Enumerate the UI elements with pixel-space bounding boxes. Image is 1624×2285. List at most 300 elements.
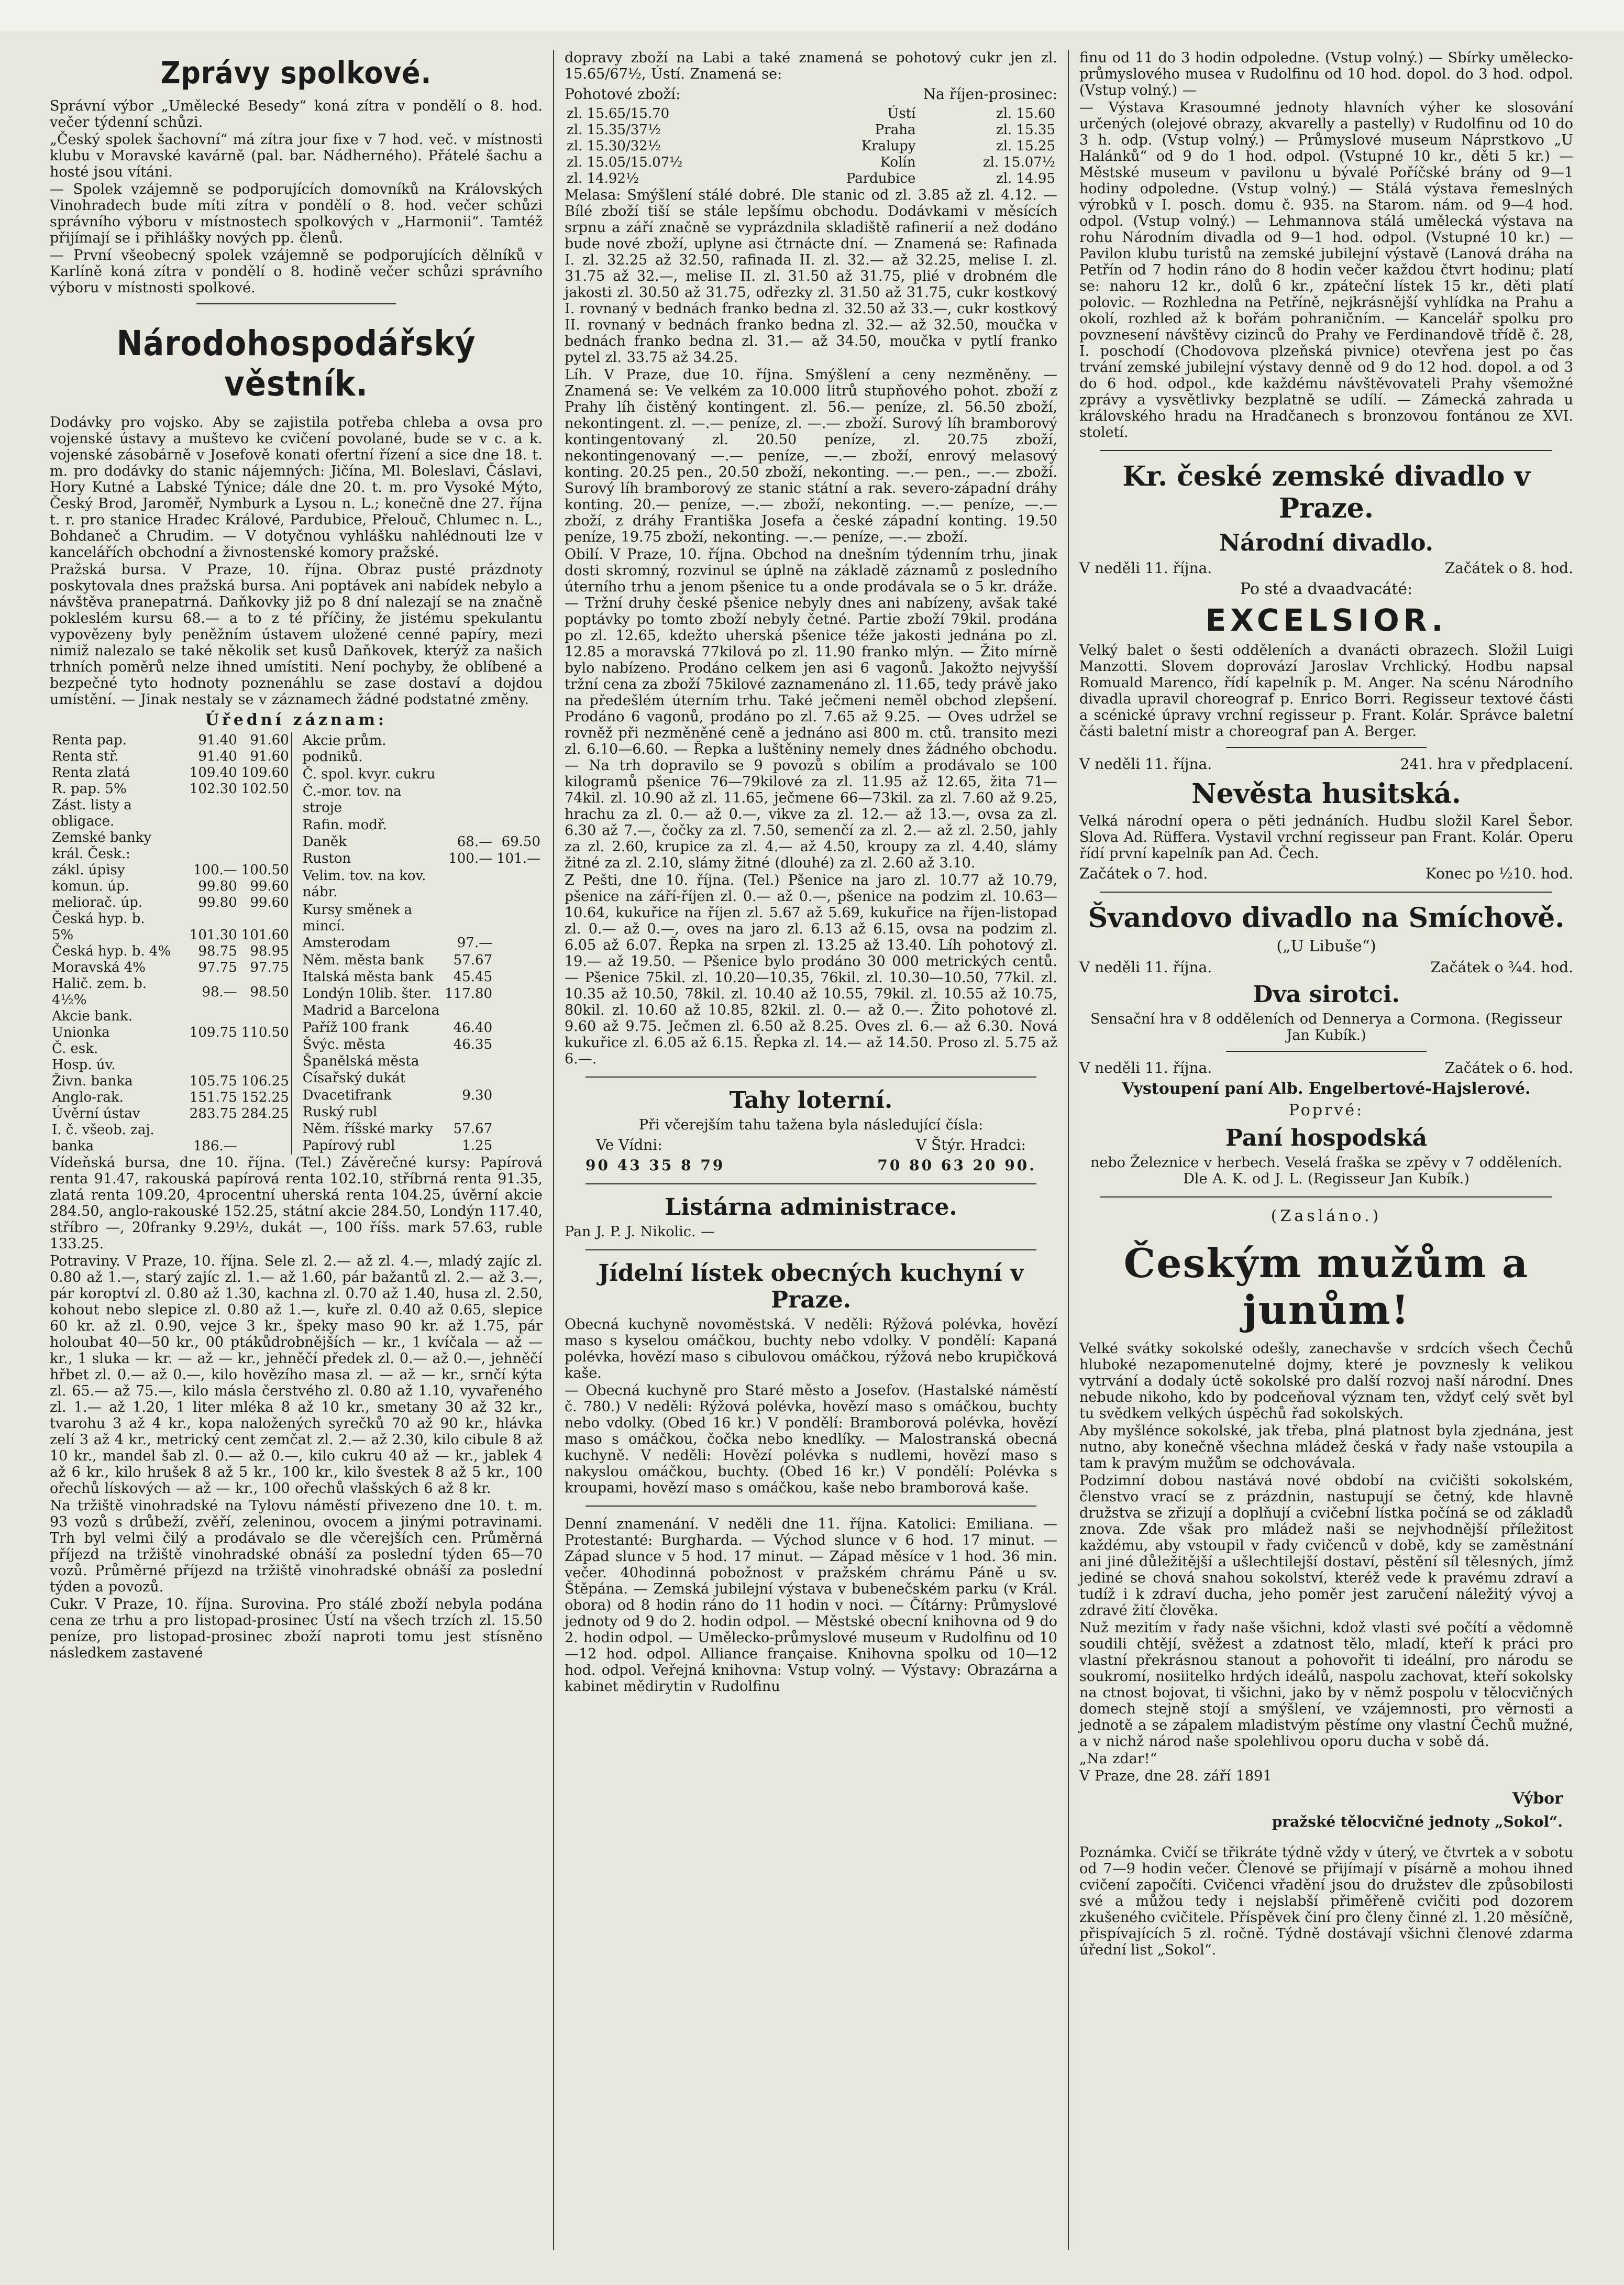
theatre1-desc: Velký balet o šesti odděleních a dvanácti obrazech. Složil Luigi Manzotti. Slovem doprovází Jaroslav Vrchlický. Hodbu napsal Romuald Marenco, řídí kapelník p. M. Anger. Na scénu Národního divadla upravil choreograf p. Enrico Borri. Regisseur textové části a scénické úpravy vrchní regisseur p. Frant. Kolár. Správce baletní části baletní mistr a choreograf pan A. Berger. — [1079, 642, 1573, 740]
sugar-intro — [565, 50, 1057, 82]
table-cell: 101.60 — [241, 927, 289, 943]
table-cell — [494, 969, 543, 985]
table-cell: Rafin. modř. — [302, 817, 387, 833]
table-cell — [187, 1008, 239, 1025]
economy-paragraphs — [50, 414, 543, 708]
table-cell: 98.— — [202, 984, 237, 1000]
table-row — [301, 1036, 543, 1053]
table-row — [50, 749, 292, 765]
admin-title: Listárna administrace. — [665, 1194, 957, 1221]
table-cell: Španělská města — [302, 1053, 419, 1070]
table-row — [50, 960, 292, 976]
table-cell: 97.75 — [250, 960, 289, 975]
table-cell: 98.50 — [250, 984, 289, 1000]
table-row — [301, 969, 543, 985]
table-cell: 91.60 — [250, 732, 289, 748]
table-cell: zákl. úpisy — [52, 862, 125, 878]
paragraph: Aby myšlénce sokolské, jak třeba, plná platnost byla zjednána, jest nutno, aby konečně všechna mládež česká v řady naše vstoupila a tam k pravým mužům se odchovávala. — [1079, 1423, 1573, 1471]
table-cell: 101.— — [496, 851, 540, 867]
theatre2-end: Konec po ½10. hod. — [1425, 865, 1573, 882]
table-row — [50, 862, 292, 878]
markets-paragraphs — [50, 1155, 543, 1661]
table-cell: komun. úp. — [52, 878, 129, 894]
table-cell — [494, 732, 543, 766]
table-cell — [239, 1008, 292, 1025]
theatre1-start: Začátek o 8. hod. — [1444, 559, 1573, 577]
table-cell — [239, 1138, 292, 1155]
table-cell: 99.80 — [198, 878, 237, 894]
table-cell: zl. 15.05/15.07½ — [567, 155, 683, 170]
table-cell: Č.-mor. tov. na stroje — [302, 783, 402, 816]
kitchen-paragraphs — [565, 1316, 1057, 1496]
table-cell — [239, 1057, 292, 1073]
table-cell: 110.50 — [241, 1025, 289, 1040]
table-row — [50, 765, 292, 781]
table-row — [301, 935, 543, 952]
table-cell: Č. spol. kvyr. cukru — [302, 766, 436, 783]
table-cell: 91.60 — [250, 749, 289, 764]
table-cell: 98.75 — [198, 943, 237, 959]
table-cell: 152.25 — [241, 1090, 289, 1105]
lottery-city-vienna: Ve Vídni: — [596, 1136, 662, 1154]
theatre3-title: Švandovo divadlo na Smíchově. — [1088, 902, 1565, 934]
theatre1-title: Kr. české zemské divadlo v Praze. — [1122, 460, 1530, 524]
divider — [585, 1506, 1036, 1507]
paragraph: finu od 11 do 3 hodin odpoledne. (Vstup volný.) — Sbírky umělecko-průmyslového musea v Rudolfinu od 10 hod. dopol. do 3 hod. odpol. (Vstup volný.) — — [1079, 50, 1573, 98]
table-row — [50, 1090, 292, 1106]
table-cell: 91.40 — [198, 732, 237, 748]
table-cell: zl. 15.07½ — [982, 155, 1055, 170]
table-cell: 100.50 — [241, 862, 289, 878]
paragraph: Obilí. V Praze, 10. října. Obchod na dnešním týdenním trhu, jinak dosti skromný, rozvinul se úplně na základě záznamů z posledního úterního trhu a jenom pšenice tu a onde prodávala se o 5 kr. dráže. — Tržní druhy české pšenice nebyly dnes ani nabízeny, avšak také poptávky po tomto zboží nebyly četné. Partie zboží 79kil. prodána po zl. 12.65, kdežto uherská pšenice téže jakosti jednána po zl. 12.85 a moravská 77kilová po zl. 11.90 franko mlýn. — Žito mírně bylo nabízeno. Prodáno celkem jen asi 6 vagonů. Jakožto nejvyšší tržní cena za zboží 75kilové zaznamenáno zl. 11.65, tedy právě jako na předešlém úterním trhu. Také ječmeni neměl obchod zlepšení. Prodáno 6 vagonů, prodáno po zl. 7.65 až 9.25. — Oves udržel se rovněž při nezměněné ceně a jednáno asi 800 m. ctů. transito mezi zl. 6.10—6.60. — Řepka a luštěniny nemely dnes žádného obchodu. — Na trh dopravilo se 9 povozů s obilím a prodávalo se 100 kilogramů pšenice 76—79kilové za zl. 11.95 až 12.65, žita 71—74kil. zl. 10.90 až zl. 11.65, ječmene 66—73kil. za zl. 7.60 až 9.25, hrachu za zl. 0.— až 0.—, vikve za zl. 12.— až 13.—, ovsa za zl. 6.30 až 7.—, čočky za zl. 7.50, semenčí za zl. 2.— až zl. 2.50, jahly za zl. 2.60, krupice za zl. 4.— až 4.50, kroupy za zl. 4.40, slámy žitné za zl. 2.10, slámy žitné (dlouhé) za zl. 2.60 až 3.10. — [565, 546, 1057, 871]
paragraph: Z Pešti, dne 10. října. (Tel.) Pšenice na jaro zl. 10.77 až 10.79, pšenice na září-říjen zl. 0.— až 0.—, pšenice na podzim zl. 10.63—10.64, kukuřice na říjen zl. 5.67 až 5.69, kukuřice na říjen-listopad zl. 0.— až 0.—, oves na jaro zl. 6.13 až 6.15, ovsa na podzim zl. 6.05 až 6.07. Řepka na srpen zl. 13.25 až 13.40. Líh pohotový zl. 19.— až 19.50. — Pšenice bylo prodáno 30 000 metrických centů. — Pšenice 75kil. zl. 10.20—10.35, 76kil. zl. 10.30—10.50, 77kil. zl. 10.35 až 10.50, 78kil. zl. 10.40 až 10.55, 79kil. zl. 10.55 až 10.75, 80kil. zl. 10.60 až 10.85, 82kil. zl. 0.— až 0.—. Žito pohotové zl. 9.60 až 9.75. Ječmen zl. 6.50 až 8.25. Oves zl. 6.— až 6.30. Nová kukuřice zl. 6.05 až 6.15. Řepka zl. 14.— až 14.50. Proso zl. 5.75 až 6.—. — [565, 872, 1057, 1067]
lottery-city-graz: V Štýr. Hradci: — [916, 1136, 1026, 1154]
table-cell: Paříž 100 frank — [302, 1019, 409, 1036]
theatre2-times-end — [1079, 865, 1573, 882]
table-row — [50, 878, 292, 895]
table-cell: 99.80 — [198, 895, 237, 910]
table-row — [301, 867, 543, 901]
sugar-header-ready: Pohotové zboží: — [565, 85, 681, 103]
paragraph: — První všeobecný spolek vzájemně se podporujících dělníků v Karlíně koná zítra v pondělí o 8. hodině večer schůzi správního výboru v místnosti spolkové. — [50, 247, 543, 296]
section-title-economy: Národohospodářský věstník. — [116, 323, 476, 404]
table-cell — [239, 911, 292, 927]
table-cell: 5% — [52, 927, 74, 943]
theatre4-label: Poprvé: — [1288, 1101, 1364, 1119]
table-cell — [187, 1041, 239, 1057]
table-cell: 102.50 — [241, 781, 289, 797]
table-cell: Papírový rubl — [302, 1138, 395, 1154]
table-row — [301, 783, 543, 817]
table-row — [50, 976, 292, 1008]
divider — [1226, 747, 1427, 748]
table-row — [50, 797, 292, 830]
table-cell — [494, 867, 543, 901]
lottery-numbers — [565, 1157, 1057, 1174]
sugar-header-term: Na říjen-prosinec: — [923, 85, 1057, 103]
section-title-societies: Zprávy spolkové. — [160, 55, 432, 91]
quotes-tables — [50, 732, 543, 1155]
table-cell: I. č. všeob. zaj. — [52, 1122, 154, 1138]
theatre2-date: V neděli 11. října. — [1079, 755, 1212, 773]
table-row — [565, 138, 1057, 155]
paragraph: Správní výbor „Umělecké Besedy“ koná zítra v pondělí o 8. hod. večer týdenní schůzi. — [50, 98, 543, 130]
newspaper-page — [39, 50, 1584, 2250]
table-row — [50, 1106, 292, 1122]
admin-line: Pan J. P. J. Nikolic. — — [565, 1224, 715, 1240]
theatre1-subtitle: Národní divadlo. — [1219, 530, 1433, 556]
quotes-title: Úřední záznam: — [205, 711, 388, 729]
table-row — [50, 1122, 292, 1138]
divider — [1226, 1051, 1427, 1052]
table-row — [301, 1087, 543, 1104]
table-cell: 99.60 — [250, 895, 289, 910]
table-cell: Amsterodam — [302, 935, 391, 951]
exhibitions-paragraphs — [1079, 50, 1573, 441]
paragraph: Melasa: Smýšlení stálé dobré. Dle stanic od zl. 3.85 až zl. 4.12. — Bílé zboží tiší se stále lepšímu obchodu. Dodávkami v měsících srpnu a září značně se vyprázdnila skladiště rafinerií a než dodáno bude nové zboží, uplyne asi čtrnácte dní. — Znamená se: Rafinada I. zl. 32.25 až 32.50, rafinada II. zl. 32.— až 32.25, melise I. zl. 31.75 až 32.—, melise II. zl. 31.50 až 31.75, plié v drobném dle jakosti zl. 30.50 až 31.75, odřezky zl. 31.50 až 31.75, cukr kostkový I. rovnaný v bednách franko bedna zl. 32.50 až 33.—, cukr kostkový II. rovnaný v bednách franko bedna zl. 32.— až 32.50, moučka v bednách franko bedna zl. 31.— až 34.50, moučka v pytlí franko pytel zl. 33.75 až 34.25. — [565, 187, 1057, 366]
divider — [585, 1183, 1036, 1184]
table-cell — [494, 766, 543, 783]
theatre1-play: EXCELSIOR. — [1205, 602, 1448, 638]
table-row — [565, 106, 1057, 122]
paragraph: Cukr. V Praze, 10. října. Surovina. Pro stálé zboží nebyla podána cena ze trhu a pro listopad-prosinec Ústí na všech trzích zl. 15.50 peníze, pro listopad-prosinec zboží naproti tomu jest stísněno následkem zastavené — [50, 1596, 543, 1661]
table-cell — [494, 1120, 543, 1137]
table-row — [50, 1057, 292, 1073]
table-cell: Česká hyp. b. — [52, 911, 145, 927]
table-row — [301, 1138, 543, 1155]
table-cell: Zást. listy a obligace. — [52, 797, 132, 829]
table-cell: Madrid a Barcelona — [302, 1003, 440, 1019]
table-cell: Úvěrní ústav — [52, 1106, 140, 1122]
table-cell: Daněk — [302, 834, 347, 850]
paragraph: „Český spolek šachovní“ má zítra jour fixe v 7 hod. več. v místnosti klubu v Moravské kavárně (pal. bar. Nádherného). Přátelé šachu a hosté jsou vítáni. — [50, 131, 543, 180]
table-cell: 57.67 — [453, 952, 493, 968]
divider — [585, 1249, 1036, 1250]
table-cell: Renta pap. — [52, 732, 127, 748]
table-cell: Ruský rubl — [302, 1104, 378, 1120]
paragraph: Vídeňská bursa, dne 10. října. (Tel.) Závěrečné kursy: Papírová renta 91.47, rakouská papírová renta 102.10, stříbrná renta 91.35, zlatá renta 109.20, 4procentní uherská renta 104.25, úvěrní akcie 284.50, anglo-rakouské 152.25, státní akcie 284.50, Londýn 117.40, stříbro —, 20franky 9.29½, dukát —, 100 říšs. mark 57.63, ruble 133.25. — [50, 1155, 543, 1252]
table-row — [301, 1053, 543, 1070]
table-cell: 46.35 — [453, 1036, 493, 1052]
table-cell — [187, 911, 239, 927]
paragraph: — Spolek vzájemně se podporujících domovníků na Královských Vinohradech bude míti zítra v pondělí o 8. hod. večer schůzi správního výboru v místnostech spolkových v „Harmonii“. Tamtéž přijímají se i přihlášky nových pp. členů. — [50, 181, 543, 246]
table-cell: 9.30 — [462, 1087, 493, 1103]
paragraph: „Na zdar!“ — [1079, 1751, 1157, 1767]
table-cell: 45.45 — [453, 969, 493, 985]
call-title: Českým mužům a junům! — [1123, 1240, 1529, 1333]
lottery-numbers-vienna: 90 43 35 8 79 — [585, 1157, 725, 1174]
theatre3-sub: („U Libuše“) — [1276, 937, 1376, 955]
call-sign-2: pražské tělocvičné jednoty „Sokol“. — [1272, 1813, 1563, 1830]
table-row — [50, 1073, 292, 1090]
theatre1-note: Po sté a dvaadvacáté: — [1240, 580, 1413, 598]
table-cell: zl. 14.95 — [996, 171, 1055, 186]
table-cell: Moravská 4% — [52, 960, 146, 975]
column-2 — [554, 50, 1069, 2250]
kitchen-title: Jídelní lístek obecných kuchyní v Praze. — [598, 1260, 1024, 1313]
paragraph: Denní znamenání. V neděli dne 11. října. Katolici: Emiliana. — Protestanté: Burgharda. — Východ slunce v 6 hod. 17 minut. — Západ slunce v 5 hod. 17 minut. — Západ měsíce v 1 hod. 36 min. večer. 40hodinná pobožnost v pražském chrámu Páně u sv. Štěpána. — Zemská jubilejní výstava v bubenečském parku (v Král. obora) od 8 hodin ráno do 11 hodin v noci. — Čítárny: Průmyslové jednoty od 9 do 2. hodin odpol. — Městské obecní knihovna od 9 do 2. hodin odpol. — Umělecko-průmyslové museum v Rudolfinu od 10—12 hod. odpol. Alliance française. Knihovna spolku od 10—12 hod. odpol. Veřejná knihovna: Vstup volný. — Výstavy: Obrazárna a kabinet mědirytin v Rudolfinu — [565, 1516, 1057, 1695]
table-cell — [443, 766, 494, 783]
table-cell — [494, 901, 543, 935]
paragraph: — Obecná kuchyně pro Staré město a Josefov. (Hastalské náměstí č. 780.) V neděli: Rýžová polévka, hovězí maso s omáčkou, buchty nebo vdolky. (Obed 16 kr.) V pondělí: Bramborová polévka, hovězí maso s omáčkou, čočka nebo knedlíky. — Malostranská obecná kuchyně. V neděli: Hovězí polévka s nudlemi, hovězí maso s nakyslou omáčkou, buchty. (Obed 16 kr.) V pondělí: Polévka s kroupami, hovězí maso s omáčkou, kaše nebo bramborová kaše. — [565, 1382, 1057, 1496]
table-cell: meliorač. úp. — [52, 895, 142, 910]
theatre3-times — [1079, 959, 1573, 976]
table-cell — [494, 1019, 543, 1036]
table-cell: Praha — [875, 122, 916, 138]
table-cell: 99.60 — [250, 878, 289, 894]
table-cell — [494, 1104, 543, 1120]
table-row — [50, 1025, 292, 1041]
table-cell: Unionka — [52, 1025, 110, 1040]
table-row — [50, 911, 292, 927]
table-row — [301, 986, 543, 1003]
table-cell: Česká hyp. b. 4% — [52, 943, 171, 959]
table-cell — [494, 1138, 543, 1155]
divider — [1100, 450, 1552, 451]
table-cell — [443, 1104, 494, 1120]
table-cell: Švýc. města — [302, 1036, 385, 1052]
table-row — [301, 1070, 543, 1087]
theatre1-times — [1079, 559, 1573, 577]
table-cell: Akcie prům. podniků. — [302, 733, 386, 765]
theatre4-desc: nebo Železnice v herbech. Veselá fraška se zpěvy v 7 odděleních. Dle A. K. od J. L. (Regisseur Jan Kubík.) — [1090, 1155, 1562, 1187]
table-row — [301, 766, 543, 783]
table-row — [565, 171, 1057, 187]
call-paragraphs — [1079, 1341, 1573, 1767]
table-cell: 109.75 — [189, 1025, 237, 1040]
table-cell: 117.80 — [445, 986, 493, 1002]
table-row — [50, 830, 292, 862]
table-cell: 101.30 — [189, 927, 237, 943]
table-cell: Dvacetifrank — [302, 1087, 392, 1103]
table-cell: Halič. zem. b. 4½% — [52, 976, 147, 1008]
theatre2-start: Začátek o 7. hod. — [1079, 865, 1208, 882]
table-cell: 46.40 — [453, 1019, 493, 1036]
table-cell: Akcie bank. — [52, 1008, 132, 1024]
zaslano: (Zasláno.) — [1271, 1207, 1382, 1225]
table-cell: 97.75 — [198, 960, 237, 975]
table-row — [301, 1003, 543, 1019]
table-cell: 91.40 — [198, 749, 237, 764]
table-cell — [494, 1036, 543, 1053]
theatre4-guest: Vystoupení paní Alb. Engelbertové-Hajslerové. — [1122, 1080, 1531, 1098]
table-cell: 186.— — [193, 1138, 237, 1154]
paragraph: dopravy zboží na Labi a také znamená se pohotový cukr jen zl. 15.65/67½, Ústí. Znamená se: — [565, 50, 1057, 82]
table-cell: Ústí — [887, 106, 916, 122]
table-cell: Živn. banka — [52, 1073, 133, 1089]
table-row — [50, 1008, 292, 1025]
lottery-cities — [565, 1136, 1057, 1154]
paragraph: Pražská bursa. V Praze, 10. října. Obraz pusté prázdnoty poskytovala dnes pražská bursa. Ani poptávek ani nabídek nebylo a návštěva pranepatrná. Daňkovky již po 8 dní nalezají se na značně pokleslém kursu 68.— a to z té příčiny, že jistému spekulantu vypovězeny byly peněžním ústavem uložené cenné papíry, mezi nimiž nalezalo se také několik set kusů Daňkovek, kterýž za našich trhních poměrů nelze ihned umístiti. Není pochyby, že oblíbené a bezpečné tyto hodnoty poznenáhlu se zase dostaví a dojdou umístění. — Jinak nestaly se v záznamech žádné podstatné změny. — [50, 562, 543, 708]
table-cell: Něm. říšské marky — [302, 1121, 433, 1137]
table-row — [565, 122, 1057, 138]
table-cell: Londýn 10lib. šter. — [302, 986, 432, 1002]
theatre4-play: Paní hospodská — [1225, 1125, 1428, 1151]
theatre3-date: V neděli 11. října. — [1079, 959, 1212, 976]
table-cell: 98.95 — [250, 943, 289, 959]
theatre2-times — [1079, 755, 1573, 773]
table-cell — [187, 1122, 239, 1138]
paragraph: Obecná kuchyně novoměstská. V neděli: Rýžová polévka, hovězí maso s kyselou omáčkou, buchty nebo vdolky. V pondělí: Kapaná polévka, hovězí maso s cibulovou omáčkou, rýžová nebo krupičková kaše. — [565, 1316, 1057, 1381]
table-cell — [494, 1087, 543, 1104]
table-row — [565, 155, 1057, 171]
societies-paragraphs — [50, 98, 543, 296]
table-row — [301, 952, 543, 969]
table-cell: zl. 14.92½ — [567, 171, 639, 186]
table-row — [50, 895, 292, 911]
column-1 — [39, 50, 554, 2250]
table-row — [50, 927, 292, 943]
table-cell: Zemské banky král. Česk.: — [52, 830, 152, 862]
table-cell: zl. 15.25 — [996, 138, 1055, 154]
divider — [1100, 1196, 1552, 1198]
quotes-table-right — [301, 732, 543, 1155]
table-cell: banka — [52, 1138, 94, 1154]
divider — [1100, 892, 1552, 893]
lottery-numbers-graz: 70 80 63 20 90. — [877, 1157, 1036, 1174]
theatre2-play: Nevěsta husitská. — [1191, 778, 1461, 810]
calendar-paragraphs — [565, 1516, 1057, 1695]
table-cell — [494, 952, 543, 969]
table-cell: 102.30 — [189, 781, 237, 797]
theatre4-date: V neděli 11. října. — [1079, 1059, 1212, 1076]
table-row — [50, 732, 292, 749]
table-cell: Italská města bank — [302, 969, 434, 985]
table-cell: Kralupy — [861, 138, 916, 154]
table-cell: zl. 15.35/37½ — [567, 122, 661, 138]
table-cell: 68.— — [457, 834, 493, 850]
table-cell — [494, 1003, 543, 1019]
table-cell — [494, 1053, 543, 1070]
table-row — [50, 1138, 292, 1155]
theatre1-date: V neděli 11. října. — [1079, 559, 1212, 577]
table-cell — [494, 783, 543, 817]
table-cell: R. pap. 5% — [52, 781, 127, 797]
table-row — [301, 833, 543, 850]
table-row — [301, 1104, 543, 1120]
table-cell — [187, 1057, 239, 1073]
theatre4-times — [1079, 1059, 1573, 1076]
lottery-line: Při včerejším tahu tažena byla následující čísla: — [638, 1117, 984, 1133]
table-cell — [443, 1053, 494, 1070]
table-cell: 105.75 — [189, 1073, 237, 1089]
table-cell: Pardubice — [846, 171, 916, 186]
table-cell: 151.75 — [189, 1090, 237, 1105]
table-cell — [239, 1041, 292, 1057]
paragraph: Na tržiště vinohradské na Tylovu náměstí přivezeno dne 10. t. m. 93 vozů s drůbeží, zvěří, zeleninou, ovocem a jinými potravinami. Trh byl velmi čilý a prodávalo se dle včerejších cen. Průměrná příjezd na tržiště vinohradské obnáší za poslední týden 65—70 vozů. Průměrné příjezd na tržiště vinohradské obnáší za poslední týden a povozů. — [50, 1498, 543, 1595]
table-cell — [443, 817, 494, 833]
table-row — [50, 1041, 292, 1057]
table-cell — [443, 1070, 494, 1087]
table-cell: zl. 15.30/32½ — [567, 138, 661, 154]
table-row — [301, 732, 543, 766]
table-cell: Hosp. úv. — [52, 1057, 116, 1073]
table-cell — [494, 817, 543, 833]
table-cell: Anglo-rak. — [52, 1090, 124, 1105]
theatre4-start: Začátek o 6. hod. — [1444, 1059, 1573, 1076]
table-cell: 109.60 — [241, 765, 289, 781]
table-row — [50, 943, 292, 960]
table-cell: Ruston — [302, 851, 351, 867]
table-cell — [187, 830, 239, 862]
table-cell — [494, 1070, 543, 1087]
table-cell — [494, 986, 543, 1003]
paragraph: Nuž mezitím v řady naše všichni, kdož vlasti své počítí a vědomně soudili chtějí, svěžest a zdatnost tělo, mladí, kteří k práci pro vlastní překrásnou stanout a pohovořit ti ideální, pro národu se soukromí, nosiitelko hrdých ideálů, naspolu zachovat, kteří sokolsky na ctnost bojovat, ti všichni, jako by v němž pospolu v tělocvičných domech stejně stojí a smýšlení, ve vzájemnosti, pro věrnosti a jednotě a se zápalem mladistvým pěstíme ony vlastní Čechů mužné, a v nichž národ naše spolehlivou oporu ducha v sobě dá. — [1079, 1620, 1573, 1750]
table-cell: 100.— — [193, 862, 237, 878]
table-row — [301, 1120, 543, 1137]
quotes-table-left — [50, 732, 292, 1155]
table-cell — [443, 783, 494, 817]
table-cell: 69.50 — [501, 834, 540, 850]
table-cell: zl. 15.60 — [996, 106, 1055, 122]
table-cell — [443, 901, 494, 935]
paragraph: Líh. V Praze, due 10. října. Smýšlení a ceny nezměněny. — Znamená se: Ve velkém za 10.000 litrů stupňového pohot. zboží z Prahy líh čistěný kontingent. zl. 56.— peníze, zl. 56.50 zboží, nekontingent. zl. —.— peníze, zl. —.— zboží. Surový líh bramborový kontingentovaný zl. 20.50 peníze, zl. 20.75 zboží, nekontingenovaný —.— peníze, —.— zboží, enrový melasový konting. 20.25 pen., 20.50 zboží, nekonting. —.— pen., —.— zboží. Surový líh bramborový ze stanic státní a rak. severo-západní dráhy konting. 20.— peníze, —.— zboží, nekonting. —.— peníze, —.— zboží, z dráhy Františka Josefa a české západní konting. 19.50 peníze, 19.75 zboží, nekonting. —.— peníze, —.— zboží. — [565, 367, 1057, 545]
table-cell: 97.— — [457, 935, 493, 951]
table-cell: Č. esk. — [52, 1041, 98, 1057]
table-cell — [443, 867, 494, 901]
theatre3-play: Dva sirotci. — [1253, 981, 1400, 1008]
table-row — [301, 817, 543, 833]
table-cell — [494, 935, 543, 952]
table-cell: Císařský dukát — [302, 1070, 406, 1086]
table-cell: 1.25 — [462, 1138, 493, 1154]
column-3 — [1069, 50, 1584, 2250]
commodities-paragraphs — [565, 187, 1057, 1067]
table-cell: 283.75 — [189, 1106, 237, 1122]
table-cell: 109.40 — [189, 765, 237, 781]
theatre3-start: Začátek o ¾4. hod. — [1430, 959, 1573, 976]
call-sign-1: Výbor — [1512, 1789, 1563, 1808]
call-note: Poznámka. Cvičí se třikráte týdně vždy v úterý, ve čtvrtek a v sobotu od 7—9 hodin večer. Členové se přijímají v písárně a mohou ihned cvičení započíti. Cvičenci vřadění jsou do družstev dle způsobilosti své a můžou tedy i nejslabší přiměřeně cvičiti pod dozorem zkušeného cvičitele. Příspěvek činí pro členy činné zl. 1.20 měsíčně, přispívajících 5 zl. ročně. Týdně dostávají všichni členové zdarma úřední list „Sokol“. — [1079, 1844, 1573, 1958]
table-row — [301, 1019, 543, 1036]
table-cell: Renta stř. — [52, 749, 119, 764]
divider — [196, 303, 396, 304]
table-cell — [443, 732, 494, 766]
sugar-table — [565, 106, 1057, 187]
table-cell: Velim. tov. na kov. nábr. — [302, 868, 426, 900]
paragraph: Dodávky pro vojsko. Aby se zajistila potřeba chleba a ovsa pro vojenské ústavy a muštevo ke cvičení povolané, bude se v c. a k. vojenské zásobárně v Josefově konati ofertní řízení a sice dne 18. t. m. pro dodávky do stanic nájemných: Jičína, Ml. Boleslavi, Čáslavi, Hory Kutné a Labské Týnice; dále dne 20. t. m. pro Vysoké Mýto, Český Brod, Jaroměř, Nymburk a Lysou n. L.; konečně dne 27. října t. r. pro stanice Hradec Králové, Pardubice, Přelouč, Chlumec n. L., Bohdaneč a Chrudim. — V dotyčnou vyhlášku nahlédnouti lze v kancelářích obchodní a živnostenské komory pražské. — [50, 414, 543, 561]
table-cell — [239, 797, 292, 830]
table-cell — [443, 1003, 494, 1019]
table-cell: Kolín — [880, 155, 916, 170]
table-row — [301, 851, 543, 867]
table-cell: zl. 15.35 — [996, 122, 1055, 138]
theatre3-desc: Sensační hra v 8 odděleních od Dennerya a Cormona. (Regisseur Jan Kubík.) — [1090, 1011, 1562, 1043]
paragraph: Potraviny. V Praze, 10. října. Sele zl. 2.— až zl. 4.—, mladý zajíc zl. 0.80 až 1.—, starý zajíc zl. 1.— až 1.60, pár bažantů zl. 2.— až 3.—, pár koroptví zl. 0.80 až 1.30, kachna zl. 0.70 až 1.40, husa zl. 2.50, kohout nebo slepice zl. 0.80 až 1.—, kuře zl. 0.40 až 0.65, slepice 60 kr. až zl. 0.90, vejce 3 kr., špeky maso 90 kr. až 1.75, pár holoubat 40—50 kr., 00 ptákůdrobnějších — kr., 1 kvíčala — až — kr., 1 sluka — kr. — až — kr., jehněčí předek zl. 0.— až 0.—, jehněčí hřbet zl. 0.— až 0.—, kilo hovězího masa zl. — až — kr., srnčí kýta zl. 65.— až 75.—, kilo másla čerstvého zl. 0.80 až 1.10, vyvařeného zl. 1.— až 1.20, 1 liter mléka 8 až 10 kr., smetany 30 až 32 kr., tvarohu 3 až 4 kr., kopa naložených syrečků 70 až 90 kr., hlávka zelí 3 až 4 kr., metrický cent zemčat zl. 2.— až 2.30, kilo cibule 8 až 10 kr., mandel šab zl. 0.— až 0.—, kilo cukru 40 až — kr., jablek 4 až 6 kr., kilo hrušek 8 až 5 kr., 100 kr., kilo švestek 8 až 5 kr., 100 ořechů lískových — až — kr., 100 ořechů vlašských 6 až 8 kr. — [50, 1253, 543, 1497]
table-cell: Něm. města bank — [302, 952, 424, 968]
call-date: V Praze, dne 28. září 1891 — [1079, 1768, 1272, 1784]
sugar-header — [565, 85, 1057, 103]
table-cell — [239, 830, 292, 862]
table-cell — [187, 797, 239, 830]
table-cell: Renta zlatá — [52, 765, 130, 781]
theatre2-note: 241. hra v předplacení. — [1400, 755, 1573, 773]
paragraph: — Výstava Krasoumné jednoty hlavních výher ke slosování určených (olejové obrazy, akvarelly a pastelly) v Rudolfinu od 10 do 3 h. odp. (Vstup volný.) — Průmyslové museum Náprstkovo „U Halánků“ od 9 do 1 hod. odpol. (Vstupné 10 kr., děti 5 kr.) — Městské museum v pavilonu u bývalé Poříčské brány od 9—1 hodiny odpoledne. (Vstup volný.) — Stálá výstava řemeslných výrobků v I. posch. domu č. 935. na Starom. nám. od 9—4 hod. odpol. (Vstup volný.) — Lehmannova stálá umělecká výstava na rohu Národním divadla od 9—1 hod. odpol. (Vstupné 10 kr.) — Pavilon klubu turistů na zemské jubilejní výstavě (Lanová dráha na Petřín od 7 hodin ráno do 8 hodin večer každou čtvrt hodinu; platí se: nahoru 12 kr., dolů 6 kr., zpáteční lístek 15 kr., děti platí polovic. — Rozhledna na Petříně, nejkrásnější vyhlídka na Prahu a okolí, rozhled až k bořám pohraničním. — Kancelář spolku pro povznesení návštěvy cizinců do Prahy ve Ferdinandově třídě č. 28, I. poschodí (Chodovova plzeňská pivnice) otevřena jest po čas trvání zemské jubilejní výstavy denně od 9 do 12 hod. dopol. a od 3 do 6 hod. odpol., kde každému návštěvovateli Prahy všemožné zprávy a vysvětlivky bezplatně se udílí. — Zámecká zahrada u královského hradu na Hradčanech s bronzovou fontánou ze XVI. století. — [1079, 100, 1573, 441]
paragraph: Podzimní dobou nastává nové období na cvičišti sokolském, členstvo vrací se z prázdnin, nastupují se četný, kde hlavně družstva se zřizují a doplňují a cvičební lístka počíná se od základů znova. Zde však pro mládež naši se nejvhodnější příležitost každému, aby vstoupil v řady cvičenců v době, kdy se zaměstnání ani jiné důležitější a ušlechtilejší dostaví, pěstění síl tělesných, jímž jediné se chová snahou sokolství, kteréž vede k pravému zdraví a tudíž i k zdraví ducha, jeho poměr jest zaručení náležitý vývoj a zdravé žití člověka. — [1079, 1473, 1573, 1619]
table-cell — [239, 1122, 292, 1138]
table-row — [50, 781, 292, 797]
divider — [585, 1076, 1036, 1078]
top-margin — [0, 0, 1624, 31]
lottery-title: Tahy loterní. — [729, 1087, 893, 1114]
table-cell: 284.25 — [241, 1106, 289, 1122]
table-cell: zl. 15.65/15.70 — [567, 106, 670, 122]
table-cell: Kursy směnek a mincí. — [302, 902, 413, 934]
table-cell: 106.25 — [241, 1073, 289, 1089]
table-cell: 100.— — [448, 851, 493, 867]
table-row — [301, 901, 543, 935]
theatre2-desc: Velká národní opera o pěti jednáních. Hudbu složil Karel Šebor. Slova Ad. Rüffera. Vystavil vrchní regisseur pan Frant. Kolár. Operu řídí první kapelník pan Ad. Čech. — [1079, 813, 1573, 862]
